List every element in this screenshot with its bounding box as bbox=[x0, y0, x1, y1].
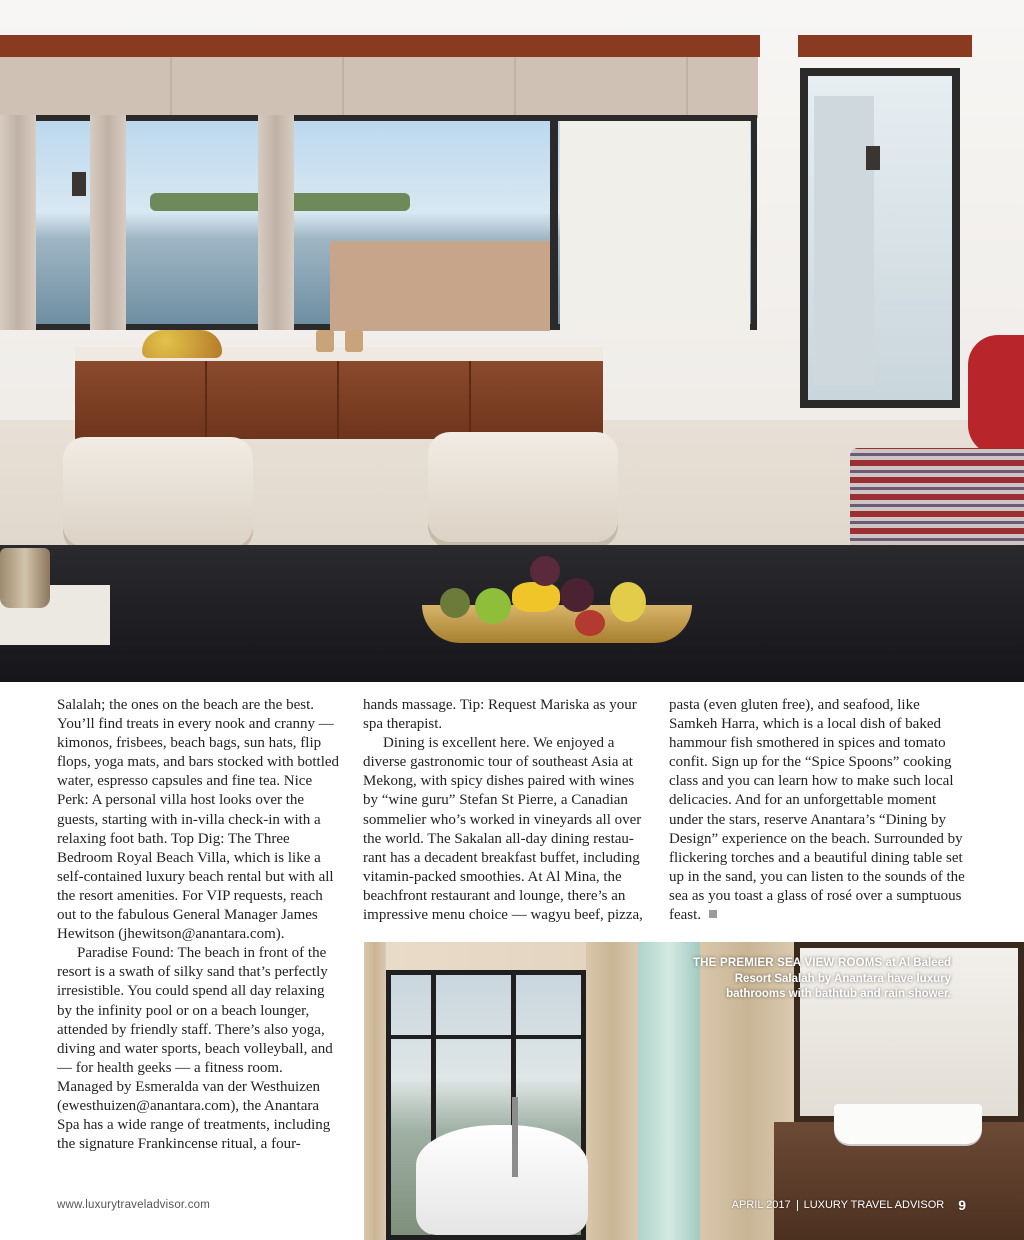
photo-wall-lamp bbox=[866, 146, 880, 170]
photo-glass-door bbox=[800, 68, 960, 408]
photo-fruit bbox=[575, 610, 605, 636]
photo-curtain bbox=[90, 115, 126, 330]
photo-villa-wall bbox=[560, 121, 750, 331]
photo-blind-valance bbox=[0, 35, 760, 57]
paragraph: Dining is excellent here. We enjoyed a diverse gastronomic tour of southeast Asia at Mekong, with spicy dishes paired with wines by “wine guru” Stefan St Pierre, a Canadian sommelier who’s worked in vineyards all over the world. The Sakalan all-day dining restau-rant has a decadent breakfast buffet, including vitamin-packed smoothies. At Al Mina, the beachfront restaurant and lounge, there’s an impressive menu choice — wagyu beef, pizza, bbox=[363, 735, 643, 924]
photo-sideboard bbox=[75, 347, 603, 439]
photo-caption bbox=[691, 956, 951, 1003]
photo-sink bbox=[834, 1104, 982, 1144]
photo-metal-pot bbox=[0, 548, 50, 608]
paragraph: hands massage. Tip: Request Mariska as your spa therapist. bbox=[363, 697, 637, 733]
photo-candle bbox=[345, 330, 363, 352]
photo-bathtub bbox=[416, 1125, 588, 1235]
article-column-3 bbox=[669, 696, 969, 925]
photo-deck bbox=[330, 241, 550, 331]
photo-curtain bbox=[0, 115, 36, 330]
article-column-1 bbox=[57, 696, 341, 1154]
photo-candle bbox=[316, 330, 334, 352]
caption-text: at Al Baleed Resort Salalah by Anantara have luxury bathrooms with bathtub and rain shower. bbox=[726, 957, 951, 1000]
caption-lead: THE PREMIER SEA VIEW ROOMS bbox=[692, 957, 883, 969]
photo-fruit-bowl bbox=[142, 330, 222, 358]
paragraph: Salalah; the ones on the beach are the best. You’ll find treats in every nook and cranny — kimonos, frisbees, beach bags, sun hats, flip flops, yoga mats, and bars stocked with bottled water, espresso capsules and fine tea. Nice Perk: A personal villa host looks over the guests, starting with in-villa check-in with a relaxing foot bath. Top Dig: The Three Bedroom Royal Beach Villa, which is like a self-contained luxury beach rental but with all the resort amenities. For VIP requests, reach out to the fabulous General Manager James Hewitson (jhewitson@anantara.com). bbox=[57, 697, 340, 943]
paragraph: Paradise Found: The beach in front of the resort is a swath of silky sand that’s perfectly irresistible. You could spend all day relaxing by the infinity pool or on a beach lounger, attended by friendly staff. There’s also yoga, diving and water sports, beach volleyball, and — for health geeks — a fitness room. Managed by Esmeralda van der Westhuizen (ewesthuizen@anantara.com), the Anantara Spa has a wide range of treatments, including the signature Frankincense ritual, a four- bbox=[57, 945, 333, 1153]
photo-fruit bbox=[440, 588, 470, 618]
photo-ottoman bbox=[428, 432, 618, 542]
photo-window-mullion bbox=[550, 121, 558, 324]
photo-tub-faucet bbox=[512, 1097, 518, 1177]
paragraph-text: pasta (even gluten free), and seafood, like Samkeh Harra, which is a local dish of baked hammour fish smothered in spices and tomato confit. Sign up for the “Spice Spoons” cooking class and you can learn how to make such local delicacies. And for an unforgettable moment under the stars, reserve Anantara’s “Dining by Design” experience on the beach. Surrounded by flickering torches and a beautiful dining table set up in the sand, you can listen to the sounds of the sea as you toast a glass of rosé over a sumptuous feast. bbox=[669, 697, 965, 924]
photo-fruit bbox=[512, 582, 560, 612]
footer-divider bbox=[797, 1200, 798, 1211]
photo-fruit bbox=[475, 588, 511, 624]
photo-stone-wall bbox=[586, 942, 638, 1240]
photo-ottoman bbox=[63, 437, 253, 547]
photo-door-valance bbox=[798, 35, 972, 57]
photo-wall-lamp bbox=[72, 172, 86, 196]
photo-curtain bbox=[258, 115, 294, 330]
photo-fruit bbox=[530, 556, 560, 586]
page-number: 9 bbox=[958, 1197, 966, 1213]
footer-issue-date: APRIL 2017 bbox=[731, 1199, 791, 1211]
end-of-article-square-icon bbox=[709, 910, 717, 918]
article-column-2 bbox=[363, 696, 649, 925]
photo-stone-wall bbox=[364, 942, 386, 1240]
footer-folio bbox=[732, 1197, 966, 1213]
paragraph bbox=[669, 696, 969, 925]
photo-fruit bbox=[610, 582, 646, 622]
photo-roman-blind bbox=[0, 57, 758, 118]
footer-website-url: www.luxurytraveladvisor.com bbox=[57, 1199, 211, 1211]
photo-red-pillow bbox=[968, 335, 1024, 455]
footer-publication-name: LUXURY TRAVEL ADVISOR bbox=[803, 1199, 945, 1211]
photo-fruit bbox=[560, 578, 594, 612]
